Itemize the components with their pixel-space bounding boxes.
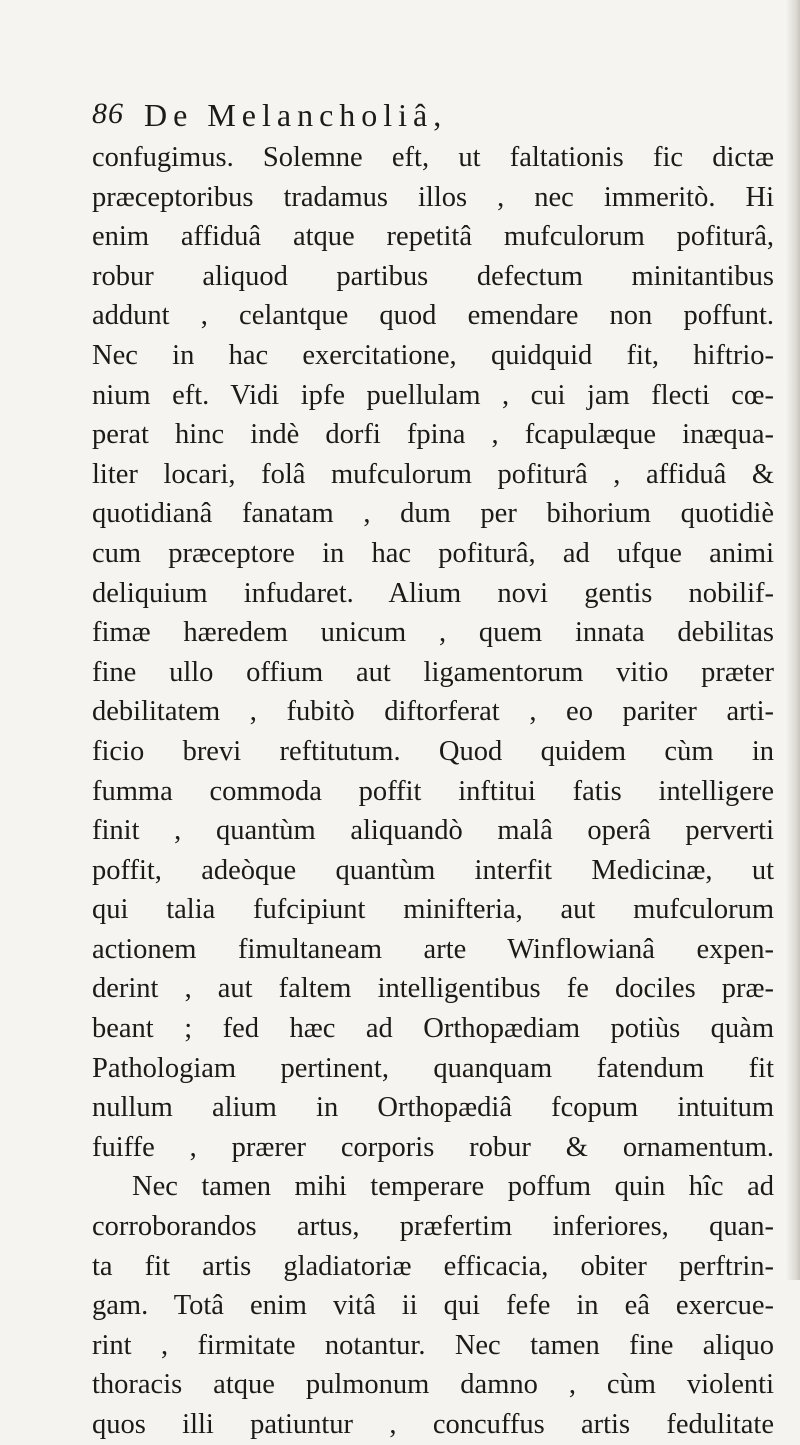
- text-line: præceptoribus tradamus illos , nec immeritò. Hi: [92, 181, 774, 213]
- text-line: fumma commoda poffit inftitui fatis intelligere: [92, 775, 774, 807]
- text-line: deliquium infudaret. Alium novi gentis nobilif-: [92, 577, 774, 609]
- text-line: beant ; fed hæc ad Orthopædiam potiùs quàm: [92, 1013, 774, 1045]
- text-line: derint , aut faltem intelligentibus fe dociles præ-: [92, 973, 774, 1005]
- text-line: confugimus. Solemne eft, ut faltationis fic dictæ: [92, 142, 774, 173]
- text-line: perat hinc indè dorfi fpina , fcapulæque inæqua-: [92, 419, 774, 451]
- text-line: corroborandos artus, præfertim inferiores, quan-: [92, 1211, 774, 1243]
- page-header: [92, 97, 652, 137]
- page-binding-edge: [786, 0, 800, 1280]
- text-line: gam. Totâ enim vitâ ii qui fefe in eâ exercue-: [92, 1290, 774, 1322]
- text-line: liter locari, folâ mufculorum pofiturâ , affiduâ &: [92, 458, 774, 490]
- text-line: cum præceptore in hac pofiturâ, ad ufque animi: [92, 537, 774, 569]
- page-number: 86: [92, 97, 124, 130]
- text-line: robur aliquod partibus defectum minitantibus: [92, 260, 774, 292]
- text-line: addunt , celantque quod emendare non poffunt.: [92, 300, 774, 332]
- text-line: poffit, adeòque quantùm interfit Medicinæ, ut: [92, 854, 774, 886]
- text-line: quotidianâ fanatam , dum per bihorium quotidiè: [92, 498, 774, 530]
- text-line: fine ullo offium aut ligamentorum vitio præter: [92, 656, 774, 688]
- paragraph-first-line: Nec tamen mihi temperare poffum quin hîc ad: [132, 1171, 774, 1203]
- text-line: ficio brevi reftitutum. Quod quidem cùm in: [92, 735, 774, 767]
- text-line: nullum alium in Orthopædiâ fcopum intuitum: [92, 1092, 774, 1124]
- text-line: finit , quantùm aliquandò malâ operâ perverti: [92, 815, 774, 847]
- text-line: ta fit artis gladiatoriæ efficacia, obiter perftrin-: [92, 1250, 774, 1282]
- text-line: enim affiduâ atque repetitâ mufculorum pofiturâ,: [92, 221, 774, 253]
- running-title: De Melancholiâ,: [144, 97, 448, 133]
- text-line: nium eft. Vidi ipfe puellulam , cui jam flecti cœ-: [92, 379, 774, 411]
- text-line: fuiffe , prærer corporis robur & ornamentum.: [92, 1131, 774, 1163]
- text-line: actionem fimultaneam arte Winflowianâ expen-: [92, 933, 774, 965]
- text-line: thoracis atque pulmonum damno , cùm violenti: [92, 1369, 774, 1401]
- text-line: quos illi patiuntur , concuffus artis fedulitate: [92, 1409, 774, 1440]
- text-line: rint , firmitate notantur. Nec tamen fine aliquo: [92, 1329, 774, 1361]
- text-line: debilitatem , fubitò diftorferat , eo pariter arti-: [92, 696, 774, 728]
- body-text: [92, 138, 774, 1445]
- text-line: qui talia fufcipiunt minifteria, aut mufculorum: [92, 894, 774, 926]
- text-line: Pathologiam pertinent, quanquam fatendum fit: [92, 1052, 774, 1084]
- text-line: Nec in hac exercitatione, quidquid fit, hiftrio-: [92, 339, 774, 371]
- text-line: fimæ hæredem unicum , quem innata debilitas: [92, 617, 774, 649]
